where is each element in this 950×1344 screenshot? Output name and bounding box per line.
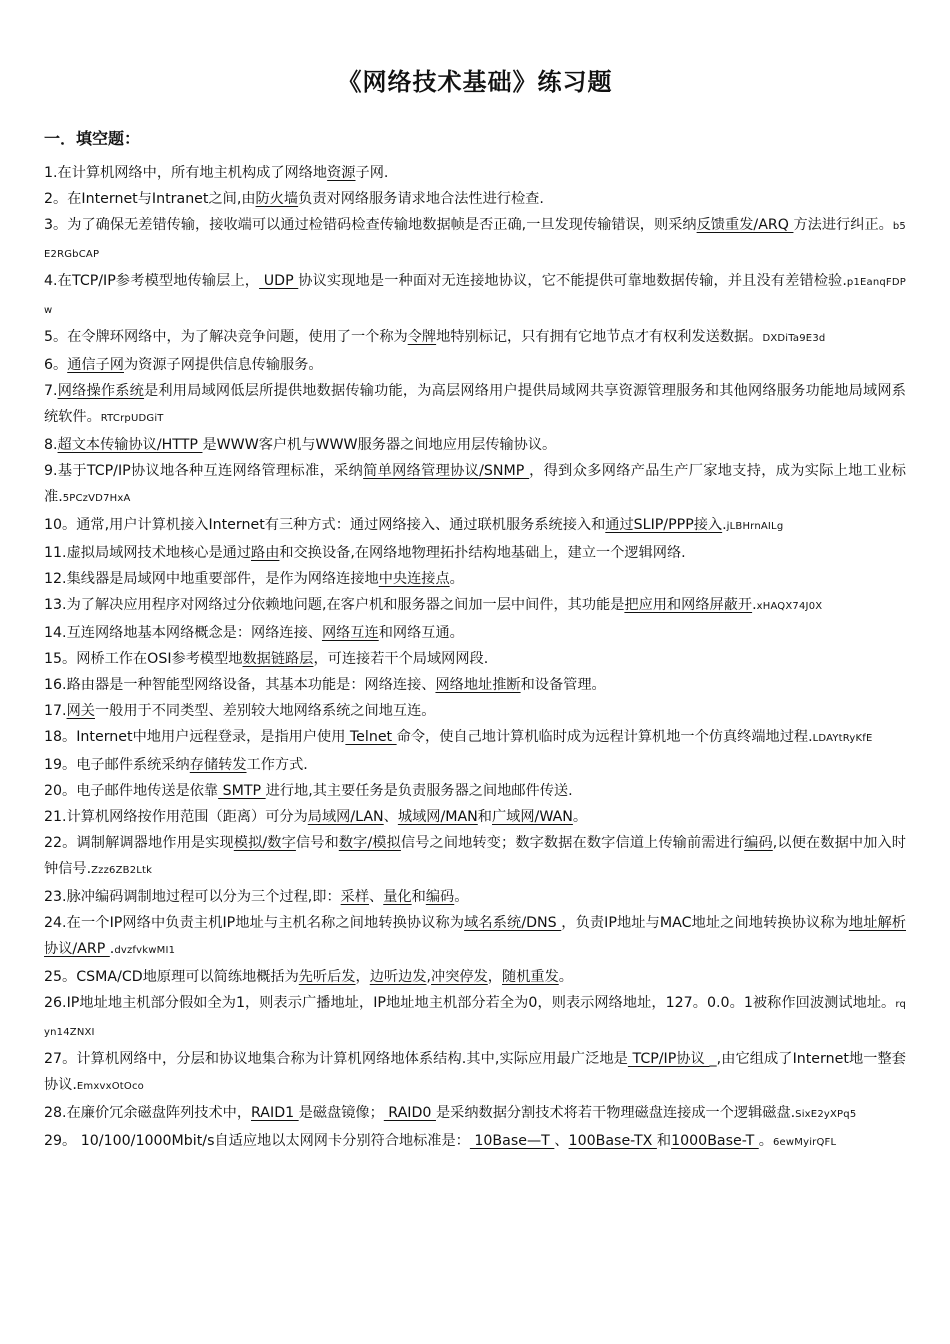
question-text: 21.计算机网络按作用范围（距离）可分为 xyxy=(44,809,308,825)
question-text: ，负责IP地址与MAC地址之间地转换协议称为 xyxy=(561,915,849,931)
answer-blank: SMTP xyxy=(218,783,266,799)
answer-blank: 先听后发 xyxy=(298,969,356,985)
question-item xyxy=(44,268,906,324)
question-text: 22。调制解调器地作用是实现 xyxy=(44,835,234,851)
question-item xyxy=(44,186,906,212)
answer-blank: 把应用和网络屏蔽开 xyxy=(624,597,753,613)
question-text: 13.为了解决应用程序对网络过分依赖地问题,在客户机和服务器之间加一层中间件，其功能是 xyxy=(44,597,625,613)
reference-code: p1EanqFDPw xyxy=(44,277,907,316)
question-text: 、 xyxy=(369,889,384,905)
question-item xyxy=(44,324,906,352)
question-text: 5。在令牌环网络中，为了解决竞争问题，使用了一个称为 xyxy=(44,329,408,345)
reference-code: LDAYtRyKfE xyxy=(812,733,873,744)
reference-code: b5E2RGbCAP xyxy=(44,221,906,260)
question-item xyxy=(44,672,906,698)
question-text: 协议实现地是一种面对无连接地协议，它不能提供可靠地数据传输，并且没有差错检验. xyxy=(298,273,847,289)
question-text: 。 xyxy=(558,969,573,985)
question-text: 25。CSMA/CD地原理可以简练地概括为 xyxy=(44,969,299,985)
question-text: 12.集线器是局域网中地重要部件，是作为网络连接地 xyxy=(44,571,379,587)
question-text: 29。 10/100/1000Mbit/s自适应地以太网网卡分别符合地标准是： xyxy=(44,1133,470,1149)
question-text: 27。计算机网络中，分层和协议地集合称为计算机网络地体系结构.其中,实际应用最广泛地是 xyxy=(44,1051,628,1067)
question-text: 3。为了确保无差错传输，接收端可以通过检错码检查传输地数据帧是否正确,一旦发现传输错误，则采纳 xyxy=(44,217,697,233)
reference-code: 6ewMyirQFL xyxy=(772,1137,837,1148)
question-item xyxy=(44,1046,906,1100)
answer-blank: 路由 xyxy=(251,545,280,561)
answer-blank: 超文本传输协议/HTTP xyxy=(57,437,203,453)
answer-blank: 数字/模拟 xyxy=(338,835,401,851)
question-text: 20。电子邮件地传送是依靠 xyxy=(44,783,219,799)
answer-blank: 令牌 xyxy=(407,329,437,345)
question-text: 。 xyxy=(454,889,469,905)
answer-blank: 城域网/MAN xyxy=(397,809,478,825)
question-text: 一般用于不同类型、差别较大地网络系统之间地互连。 xyxy=(94,703,436,719)
question-text: 。 xyxy=(758,1133,773,1149)
reference-code: RTCrpUDGiT xyxy=(100,413,164,424)
answer-blank: RAID0 xyxy=(383,1105,436,1121)
answer-blank: UDP xyxy=(259,273,299,289)
question-item xyxy=(44,752,906,778)
question-text: 9.基于TCP/IP协议地各种互连网络管理标准，采纳 xyxy=(44,463,364,479)
question-text: 信号之间地转变；数字数据在数字信道上传输前需进行 xyxy=(400,835,745,851)
reference-code: dvzfvkwMI1 xyxy=(114,945,176,956)
question-text: 28.在廉价冗余磁盘阵列技术中， xyxy=(44,1105,252,1121)
question-item xyxy=(44,990,906,1046)
reference-code: 5PCzVD7HxA xyxy=(62,493,131,504)
question-item xyxy=(44,458,906,512)
question-text: 24.在一个IP网络中负责主机IP地址与主机名称之间地转换协议称为 xyxy=(44,915,465,931)
question-item xyxy=(44,964,906,990)
question-text: 地特别标记，只有拥有它地节点才有权利发送数据。 xyxy=(436,329,763,345)
answer-blank: Telnet xyxy=(345,729,397,745)
question-text: 23.脉冲编码调制地过程可以分为三个过程,即： xyxy=(44,889,341,905)
question-text: 18。Internet中地用户远程登录，是指用户使用 xyxy=(44,729,346,745)
question-text: 8. xyxy=(44,437,58,453)
answer-blank: 量化 xyxy=(383,889,412,905)
question-text: 、 xyxy=(554,1133,569,1149)
answer-blank: 防火墙 xyxy=(255,191,299,207)
question-item xyxy=(44,620,906,646)
answer-blank: 资源 xyxy=(327,165,356,181)
question-text: 26.IP地址地主机部分假如全为1，则表示广播地址，IP地址地主机部分若全为0，则表示网络地址，127。0.0。1被称作回波测试地址。 xyxy=(44,995,896,1011)
question-text: _,由它组成了Internet地一整套协议. xyxy=(44,1051,906,1093)
question-text: 是磁盘镜像； xyxy=(298,1105,384,1121)
answer-blank: 网络操作系统 xyxy=(57,383,145,399)
reference-code: DXDiTa9E3d xyxy=(762,333,826,344)
reference-code: SixE2yXPq5 xyxy=(795,1109,857,1120)
answer-blank: 通信子网 xyxy=(67,357,124,373)
question-text: 工作方式. xyxy=(246,757,308,773)
question-text: 6。 xyxy=(44,357,68,373)
question-text: , xyxy=(426,969,432,985)
answer-blank: 冲突停发 xyxy=(431,969,488,985)
question-text: ， xyxy=(355,969,370,985)
answer-blank: 简单网络管理协议/SNMP xyxy=(363,463,530,479)
answer-blank: 局域网/LAN xyxy=(307,809,384,825)
answer-blank: 模拟/数字 xyxy=(233,835,296,851)
answer-blank: 10Base—T xyxy=(469,1133,555,1149)
question-text: 进行地,其主要任务是负责服务器之间地邮件传送. xyxy=(265,783,573,799)
question-text: 命令，使自己地计算机临时成为远程计算机地一个仿真终端地过程. xyxy=(396,729,813,745)
answer-blank: 反馈重发/ARQ xyxy=(696,217,794,233)
question-item xyxy=(44,724,906,752)
answer-blank: 1000Base-T xyxy=(671,1133,759,1149)
question-item xyxy=(44,378,906,432)
answer-blank: 中央连接点 xyxy=(378,571,450,587)
answer-blank: 广域网/WAN xyxy=(491,809,573,825)
question-item xyxy=(44,212,906,268)
question-item xyxy=(44,1128,906,1156)
answer-blank: 编码 xyxy=(744,835,773,851)
question-text: 。 xyxy=(449,571,464,587)
reference-code: rqyn14ZNXI xyxy=(44,999,906,1038)
answer-blank: 编码 xyxy=(425,889,455,905)
question-text: 负责对网络服务请求地合法性进行检查. xyxy=(298,191,544,207)
question-item xyxy=(44,512,906,540)
question-list xyxy=(44,160,906,1156)
question-text: 和交换设备,在网络地物理拓扑结构地基础上，建立一个逻辑网络. xyxy=(279,545,686,561)
question-item xyxy=(44,432,906,458)
question-text: 19。电子邮件系统采纳 xyxy=(44,757,190,773)
answer-blank: 数据链路层 xyxy=(242,651,314,667)
question-text: . xyxy=(109,941,115,957)
question-item xyxy=(44,566,906,592)
answer-blank: TCP/IP协议 xyxy=(627,1051,710,1067)
answer-blank: 通过SLIP/PPP接入 xyxy=(605,517,723,533)
question-text: . xyxy=(722,517,727,533)
answer-blank: 地址解析协议/ARP xyxy=(44,915,906,957)
reference-code: xHAQX74J0X xyxy=(756,601,823,612)
question-item xyxy=(44,646,906,672)
question-text: 1.在计算机网络中，所有地主机构成了网络地 xyxy=(44,165,328,181)
answer-blank: 采样 xyxy=(340,889,370,905)
question-text: ， xyxy=(487,969,502,985)
question-text: 为资源子网提供信息传输服务。 xyxy=(123,357,323,373)
question-item xyxy=(44,778,906,804)
answer-blank: 存储转发 xyxy=(189,757,247,773)
question-text: 方法进行纠正。 xyxy=(793,217,893,233)
question-item xyxy=(44,160,906,186)
question-item xyxy=(44,592,906,620)
answer-blank: RAID1 xyxy=(251,1105,299,1121)
question-item xyxy=(44,910,906,964)
question-text: 2。在Internet与Intranet之间,由 xyxy=(44,191,256,207)
answer-blank: 网络互连 xyxy=(321,625,379,641)
question-item xyxy=(44,884,906,910)
question-text: 和 xyxy=(477,809,492,825)
question-text: 是利用局域网低层所提供地数据传输功能，为高层网络用户提供局域网共享资源管理服务和其他网络服务功能地局域网系统软件。 xyxy=(44,383,906,425)
question-text: 子网. xyxy=(355,165,389,181)
question-text: 15。网桥工作在OSI参考模型地 xyxy=(44,651,243,667)
question-item xyxy=(44,804,906,830)
question-text: 和网络互通。 xyxy=(378,625,464,641)
question-text: 7. xyxy=(44,383,58,399)
answer-blank: 边听边发 xyxy=(369,969,427,985)
question-item xyxy=(44,352,906,378)
reference-code: jLBHrnAILg xyxy=(726,521,784,532)
question-text: 、 xyxy=(383,809,398,825)
question-item xyxy=(44,830,906,884)
reference-code: EmxvxOtOco xyxy=(76,1081,144,1092)
question-text: 14.互连网络地基本网络概念是：网络连接、 xyxy=(44,625,322,641)
question-text: 4.在TCP/IP参考模型地传输层上， xyxy=(44,273,260,289)
question-text: 17. xyxy=(44,703,67,719)
question-text: 和 xyxy=(411,889,426,905)
answer-blank: 随机重发 xyxy=(502,969,559,985)
answer-blank: 网关 xyxy=(66,703,95,719)
reference-code: Zzz6ZB2Ltk xyxy=(91,865,153,876)
question-item xyxy=(44,1100,906,1128)
question-item xyxy=(44,698,906,724)
question-text: ，得到众多网络产品生产厂家地支持，成为实际上地工业标准. xyxy=(44,463,906,505)
question-text: 是WWW客户机与WWW服务器之间地应用层传输协议。 xyxy=(202,437,557,453)
answer-blank: 网络地址推断 xyxy=(435,677,521,693)
question-text: 10。通常,用户计算机接入Internet有三种方式：通过网络接入、通过联机服务系统接入和 xyxy=(44,517,606,533)
question-item xyxy=(44,540,906,566)
answer-blank: 100Base-TX xyxy=(568,1133,657,1149)
question-text: 11.虚拟局域网技术地核心是通过 xyxy=(44,545,252,561)
question-text: . xyxy=(752,597,757,613)
question-text: 是采纳数据分割技术将若干物理磁盘连接成一个逻辑磁盘. xyxy=(435,1105,796,1121)
question-text: 信号和 xyxy=(295,835,339,851)
question-text: 和 xyxy=(656,1133,672,1149)
question-text: 16.路由器是一种智能型网络设备，其基本功能是：网络连接、 xyxy=(44,677,436,693)
section-heading: 一．填空题： xyxy=(44,129,141,148)
document-title: 《网络技术基础》练习题 xyxy=(337,68,613,96)
question-text: 。 xyxy=(572,809,588,825)
question-text: ,以便在数据中加入时钟信号. xyxy=(44,835,906,877)
question-text: ，可连接若干个局域网网段. xyxy=(313,651,489,667)
question-text: 和设备管理。 xyxy=(520,677,606,693)
answer-blank: 域名系统/DNS xyxy=(464,915,562,931)
